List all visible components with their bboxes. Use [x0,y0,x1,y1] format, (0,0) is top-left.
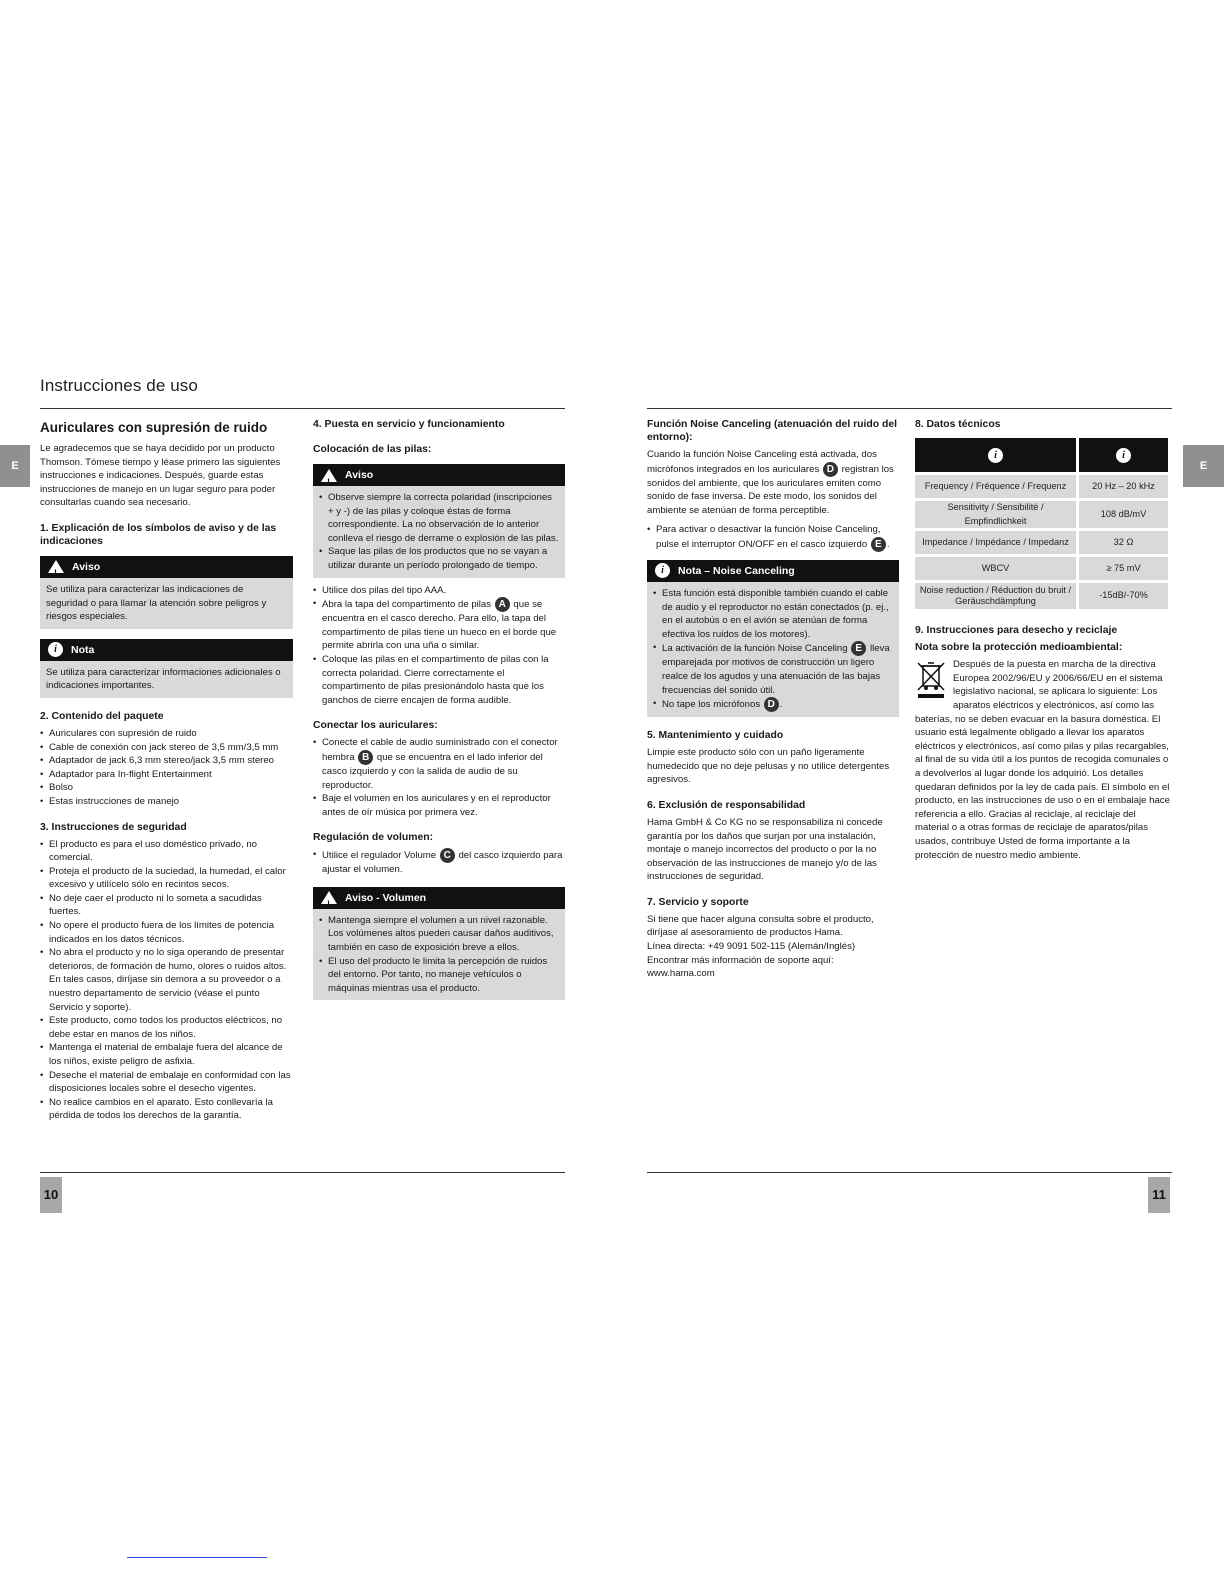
link-underline [127,1557,267,1558]
list-item: • La activación de la función Noise Canceling E lleva emparejada por motivos de construcción un ligero realce de los agudos y una atenuación de las bajas frecuencias del sonido útil. [653,641,893,697]
aviso-bar [40,556,293,578]
aviso-volumen-bar [313,887,565,909]
aviso-label: Aviso [345,469,374,481]
table-header-row [915,438,1168,472]
volumen-title: Regulación de volumen: [313,832,434,844]
support-url: www.hama.com [647,968,715,980]
list-item: • Utilice el regulador Volume C del casco izquierdo para ajustar el volumen. [313,848,565,877]
list-item: • No tape los micrófonos D . [653,697,893,712]
list-item: • Saque las pilas de los productos que no se vayan a utilizar durante un período prolongado de tiempo. [319,545,559,572]
list-item: • Conecte el cable de audio suministrado con el conector hembra B que se encuentra en el lado inferior del casco izquierdo y con la salida de audio de su reproductor. [313,736,565,792]
marker-d-icon: D [764,697,779,712]
safety-list [40,838,293,1123]
table-row: Noise reduction / Réduction du bruit / Geräuschdämpfung -15dB/-70% [915,583,1168,609]
marker-e-icon: E [871,537,886,552]
marker-b-icon: B [358,750,373,765]
list-item: • Abra la tapa del compartimento de pilas A que se encuentra en el casco derecho. Para ello, la tapa del compartimento de pilas tiene un hueco en el borde que permite abrirla con una uña o similar. [313,597,565,653]
list-item: • Baje el volumen en los auriculares y en el reproductor antes de oír música por primera vez. [313,792,565,819]
recycling-text-block [915,658,1171,862]
section-9-title: 9. Instrucciones para desecho y reciclaje [915,625,1118,637]
noise-canceling-text: Cuando la función Noise Canceling está activada, dos micrófonos integrados en los auriculares D registran los sonidos del ambiente, que los auriculares emiten como sonido de fase inversa. De este modo, los sonidos del ambiente se atenúan de forma perceptible. [647,449,894,516]
page-number-right: 11 [1148,1177,1170,1213]
info-icon: i [655,563,670,578]
column-3 [647,418,899,981]
intro-text: Le agradecemos que se haya decidido por un producto Thomson. Tómese tiempo y léase primero las siguientes instrucciones e indicaciones. Después, guarde estas instrucciones de manejo en un lugar seguro para poder consultarlas cuando sea necesario. [40,443,281,509]
info-icon: i [988,448,1003,463]
nc-list [647,523,899,552]
tech-data-table [912,435,1171,612]
section-3-title: 3. Instrucciones de seguridad [40,821,187,833]
info-icon: i [48,642,63,657]
section-5-title: 5. Mantenimiento y cuidado [647,730,784,742]
list-item: • Mantenga siempre el volumen a un nivel razonable. Los volúmenes altos pueden causar daños auditivos, también en caso de exposición breve a ellos. [319,914,559,955]
nota-label: Nota [71,643,95,656]
section-6-title: 6. Exclusión de responsabilidad [647,799,806,811]
nota-nc-box [647,582,899,717]
nota-box: Se utiliza para caracterizar informaciones adicionales o indicaciones importantes. [40,661,293,698]
list-item: • Mantenga el material de embalaje fuera del alcance de los niños, existe peligro de asfixia. [40,1041,293,1068]
aviso-box [313,486,565,578]
list-item: • Utilice dos pilas del tipo AAA. [313,584,565,598]
warning-icon [48,560,64,573]
crossed-bin-icon [915,660,947,700]
nota-bar [40,639,293,661]
pilas-list [313,584,565,708]
list-item: • Para activar o desactivar la función Noise Canceling, pulse el interruptor ON/OFF en el casco izquierdo E . [647,523,899,552]
list-item: • No opere el producto fuera de los límites de potencia indicados en los datos técnicos. [40,919,293,946]
section-7-text [647,913,899,981]
warning-icon [321,469,337,482]
table-row: Impedance / Impédance / Impedanz 32 Ω [915,531,1168,554]
table-header-cell [915,438,1076,472]
table-row: WBCV ≥ 75 mV [915,557,1168,580]
conectar-list [313,736,565,819]
section-2-title: 2. Contenido del paquete [40,710,164,722]
marker-d-icon: D [823,462,838,477]
section-7-title: 7. Servicio y soporte [647,896,749,908]
aviso-bar [313,464,565,486]
pilas-title: Colocación de las pilas: [313,444,432,455]
aviso-volumen-label: Aviso - Volumen [345,891,427,904]
nota-nc-label: Nota – Noise Canceling [678,564,795,577]
list-item: • No deje caer el producto ni lo someta a sacudidas fuertes. [40,892,293,919]
language-tab-left: E [0,445,30,487]
list-item: • Proteja el producto de la suciedad, la humedad, el calor excesivo y utilícelo sólo en recintos secos. [40,865,293,892]
aviso-box: Se utiliza para caracterizar las indicaciones de seguridad o para llamar la atención sobre peligros y riesgos especiales. [40,578,293,629]
footer-rule-left [40,1172,565,1173]
table-row: Sensitivity / Sensibilité / Empfindlichkeit 108 dB/mV [915,501,1168,528]
section-8-title: 8. Datos técnicos [915,419,1001,430]
header-rule-right [647,408,1172,409]
list-item: • Bolso [40,781,293,795]
list-item: • Adaptador de jack 6,3 mm stereo/jack 3,5 mm stereo [40,754,293,768]
support-phone: Línea directa: +49 9091 502-115 (Alemán/Inglés) [647,941,856,953]
language-tab-right: E [1183,445,1224,487]
list-item: • Adaptador para In-flight Entertainment [40,768,293,782]
list-item: • Observe siempre la correcta polaridad (inscripciones + y -) de las pilas y coloque éstas de forma correspondiente. La no observación de lo anterior conlleva el riesgo de derrame o explosión de las pilas. [319,491,559,545]
package-contents-list [40,727,293,809]
list-item: • Esta función está disponible también cuando el cable de audio y el reproductor no están conectados (p. ej., en el autobús o en el avión se atenúan de forma efectiva los ruidos de los motores). [653,587,893,641]
section-4-title: 4. Puesta en servicio y funcionamiento [313,419,505,430]
list-item: • Coloque las pilas en el compartimento de pilas con la correcta polaridad. Cierre correctamente el compartimento de pilas presionándolo hasta que los ganchos de cierre encajen de forma audible. [313,653,565,707]
section-1-title: 1. Explicación de los símbolos de aviso y de las indicaciones [40,522,277,547]
column-2 [313,418,565,1006]
support-line: Encontrar más información de soporte aquí: [647,954,834,966]
list-item: • Cable de conexión con jack stereo de 3,5 mm/3,5 mm [40,741,293,755]
nota-nc-bar [647,560,899,582]
list-item: • Auriculares con supresión de ruido [40,727,293,741]
list-item: • No realice cambios en el aparato. Esto conllevaría la pérdida de todos los derechos de la garantía. [40,1096,293,1123]
list-item: • Estas instrucciones de manejo [40,795,293,809]
footer-rule-right [647,1172,1172,1173]
warning-icon [321,891,337,904]
list-item: • El producto es para el uso doméstico privado, no comercial. [40,838,293,865]
list-item: • El uso del producto le limita la percepción de ruidos del entorno. Por tanto, no maneje vehículos o máquinas mientras usa el producto. [319,955,559,996]
noise-canceling-title: Función Noise Canceling (atenuación del ruido del entorno): [647,419,897,443]
support-line: Si tiene que hacer alguna consulta sobre el producto, diríjase al asesoramiento de productos Hama. [647,913,874,939]
header-rule-left [40,408,565,409]
marker-c-icon: C [440,848,455,863]
list-item: • No abra el producto y no lo siga operando de presentar deterioros, de formación de humo, olores o ruidos altos. En tales casos, diríjase sin demora a su proveedor o a nuestro departamento de servicio (véase el punto Servicio y soporte). [40,946,293,1014]
conectar-title: Conectar los auriculares: [313,720,438,732]
section-6-text: Hama GmbH & Co KG no se responsabiliza ni concede garantía por los daños que surjan por una instalación, montaje o manejo incorrectos del producto o por la no observación de las instrucciones de manejo y/o de las instrucciones de seguridad. [647,816,883,883]
section-9-subtitle: Nota sobre la protección medioambiental: [915,642,1123,654]
recycling-text: Después de la puesta en marcha de la directiva Europea 2002/96/EU y 2006/66/EU en el sistema legislativo nacional, se aplicara lo siguiente: Los aparatos eléctricos y electrónicos, así como las baterías, no se deben evacuar en la basura doméstica. El usuario está legalmente obligado a llevar los aparatos eléctricos y electrónicos, así como pilas y pilas recargables, al final de su vida útil a los puntos de recogida comunales o a devolverlos al lugar donde los adquirió. Los detalles quedaran definidos por la ley de cada país. El símbolo en el producto, en las instrucciones de uso o en el embalaje hace referencia a ello. Gracias al reciclaje, al reciclaje del material o a otras formas de reciclaje de aparatos/pilas usados, contribuye Usted de forma importante a la protección de nuestro medio ambiente. [915,659,1170,861]
list-item: • Deseche el material de embalaje en conformidad con las disposiciones locales sobre el desecho vigentes. [40,1069,293,1096]
main-title: Auriculares con supresión de ruido [40,420,268,435]
section-5-text: Limpie este producto sólo con un paño ligeramente humedecido que no deje pelusas y no utilice detergentes agresivos. [647,747,890,786]
page-number-left: 10 [40,1177,62,1213]
info-icon: i [1116,448,1131,463]
table-row: Frequency / Fréquence / Frequenz 20 Hz – 20 kHz [915,475,1168,498]
table-header-cell [1079,438,1168,472]
document-title: Instrucciones de uso [40,376,198,395]
list-item: • Este producto, como todos los productos eléctricos, no debe estar en manos de los niños. [40,1014,293,1041]
column-1 [40,420,293,1123]
volumen-list [313,848,565,877]
marker-e-icon: E [851,641,866,656]
column-4 [915,418,1171,862]
aviso-label: Aviso [72,560,101,573]
aviso-volumen-box [313,909,565,1001]
marker-a-icon: A [495,597,510,612]
